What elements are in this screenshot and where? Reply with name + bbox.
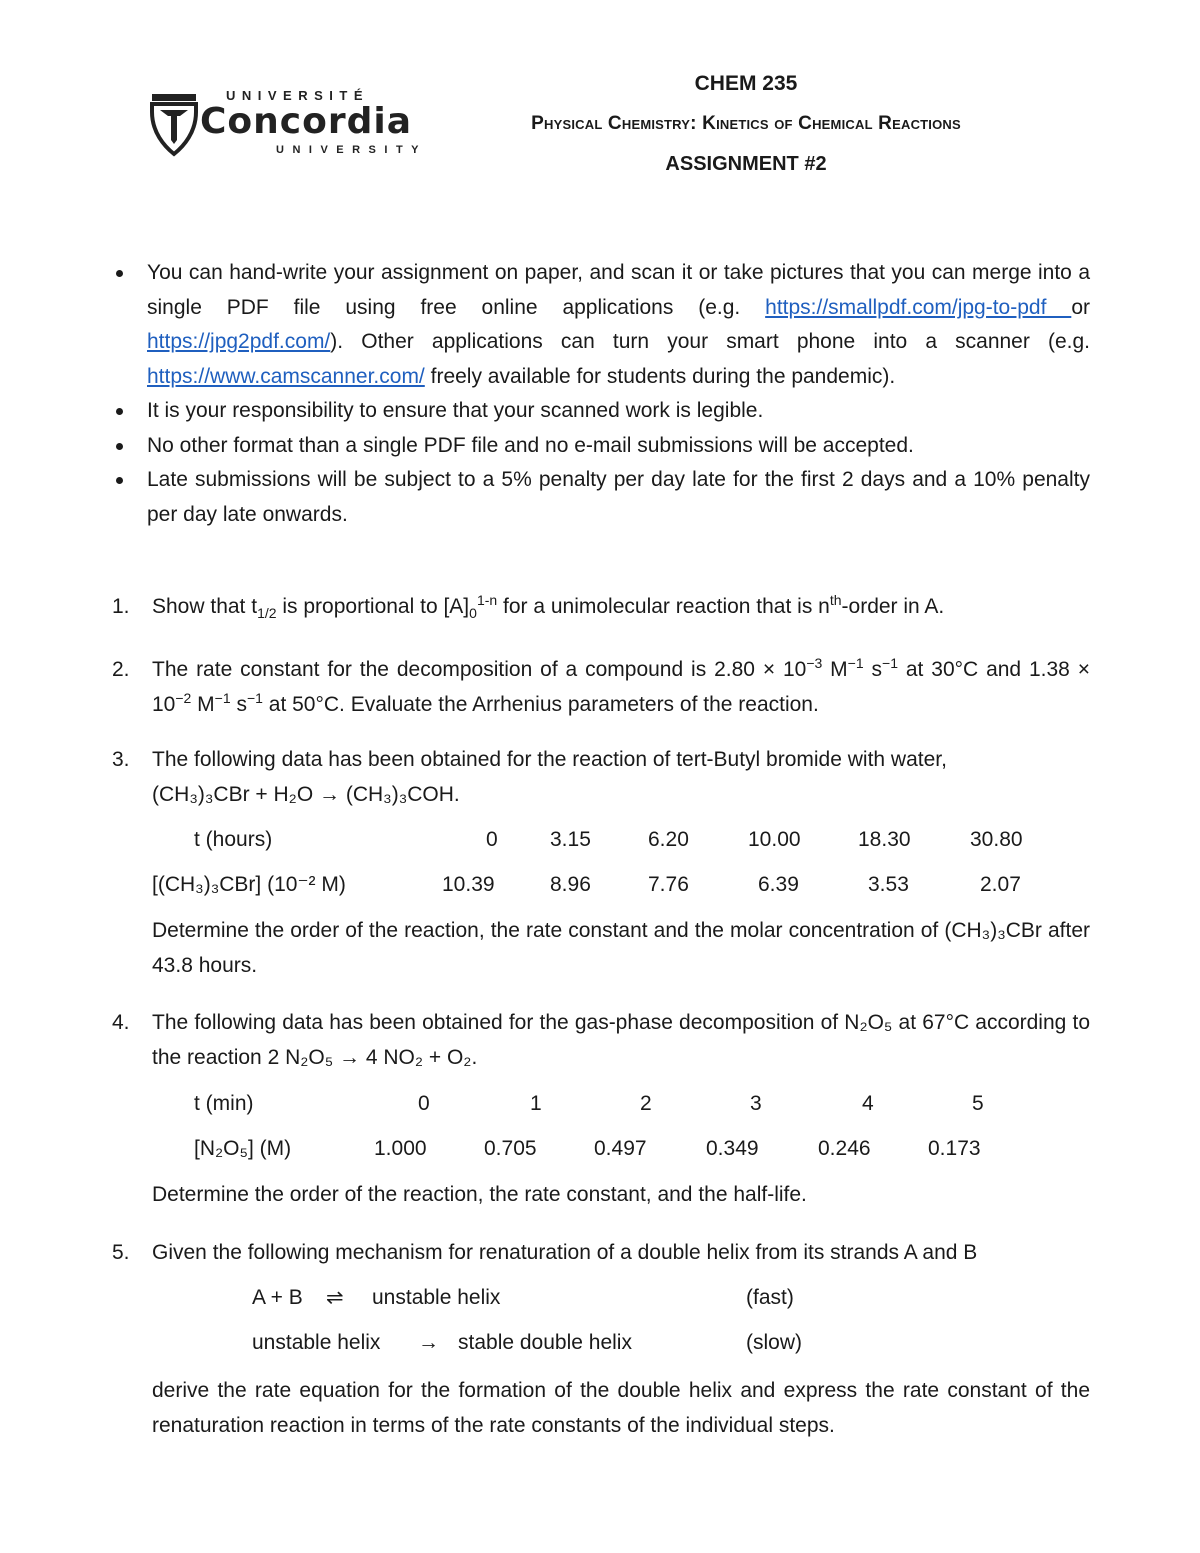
- equilibrium-arrow-icon: ⇌: [326, 1286, 344, 1309]
- assignment-title: ASSIGNMENT #2: [665, 153, 827, 175]
- question-text: Given the following mechanism for renaturation of a double helix from its strands A and B: [152, 1241, 978, 1264]
- camscanner-link[interactable]: https://www.camscanner.com/: [147, 364, 425, 388]
- instruction-item: Late submissions will be subject to a 5% penalty per day late for the first 2 days and a 10% penalty per day late onwards.: [112, 463, 1090, 532]
- question-5: [112, 1236, 1090, 1271]
- logo-university: UNIVERSITY: [276, 144, 428, 156]
- question-5-task: derive the rate equation for the formation of the double helix and express the rate constant of the renaturation reaction in terms of the rate constants of the individual steps.: [152, 1379, 1090, 1437]
- smallpdf-link[interactable]: https://smallpdf.com/jpg-to-pdf: [765, 295, 1072, 319]
- assignment-page: UNIVERSITÉ Concordia UNIVERSITY CHEM 235 Physical Chemistry: Kinetics of Chemical Reactions ASSIGNMENT #2 You can hand-write your assignment on paper, and scan it or take pictures that you can merge into a single PDF file using free online applications (e.g. https://smallpdf.com/jpg-to-pdf or https://jpg2pdf.com/). Other applications can turn your smart phone into a scanner (e.g. https://www.camscanner.com/ freely available for students during the pandemic). It is your responsibility to ensure that your scanned work is legible. No other format than a single PDF file and no e-mail submissions will be accepted. Late submissions will be subject to a 5% penalty per day late for the first 2 days and a 10% penalty per day late onwards. 1. Show that $t_{1/2}$ is proportional to $[A]_0^{1-n}$ for a unimolecular reaction that is $n^{th}$-order in A. 2. The rate constant for the decomposition of a compound is $2.80 \times 10^{-3}$ $M^{-1}$ $s^{-1}$ at 30°C and $1.38 \times 10^{-2}$ $M^{-1}$ $s^{-1}$ at 50°C. Evaluate the Arrhenius parameters of the reaction. 3. The following data has been obtained for the reaction of tert-Butyl bromide with water, (CH₃)₃CBr + H₂O → (CH₃)₃COH. t (hours) 0 3.15 6.20 10.00 18.30 30.80 [(CH₃)₃CBr] (10⁻² M) 10.39 8.96 7.76 6.39 3.53 2.07 Determine the order of the reaction, the rate constant and the molar concentration of (CH₃)₃CBr after 43.8 hours. 4. The following data has been obtained for the gas-phase decomposition of N₂O₅ at 67°C according to the reaction 2 N₂O₅ → 4 NO₂ + O₂. t (min) 0 1 2 3 4 5 [N₂O₅] (M) 1.000 0.705 0.497 0.349 0.246 0.173 Determine the order of the reaction, the rate constant, and the half-life. 5. Given the following mechanism for renaturation of a double helix from its strands A and B A + B ⇌ unstable helix (fast) unstable helix → stable double helix (slow) derive the rate equation for the formation of the double helix and express the rate constant of the renaturation reaction in terms of the rate constants of the individual steps.: [0, 0, 1200, 1553]
- question-4: [112, 1006, 1090, 1075]
- instruction-item: You can hand-write your assignment on paper, and scan it or take pictures that you can merge into a single PDF file using free online applications (e.g. https://smallpdf.com/jpg-to-pdf or https://jpg2pdf.com/). Other applications can turn your smart phone into a scanner (e.g. https://www.camscanner.com/ freely available for students during the pandemic).: [112, 256, 1090, 394]
- instruction-item: No other format than a single PDF file and no e-mail submissions will be accepted.: [112, 429, 1090, 464]
- question-number: 2.: [112, 658, 130, 681]
- question-text: The following data has been obtained for the gas-phase decomposition of N₂O₅ at 67°C according to the reaction 2 N₂O₅ → 4 NO₂ + O₂.: [152, 1011, 1090, 1069]
- question-number: 5.: [112, 1241, 130, 1264]
- question-text: Show that $t_{1/2}$ is proportional to $[A]_0^{1-n}$ for a unimolecular reaction that is $n^{th}$-order in A.: [152, 592, 945, 622]
- question-4-task: Determine the order of the reaction, the rate constant, and the half-life.: [152, 1183, 807, 1206]
- course-title: Physical Chemistry: Kinetics of Chemical Reactions: [531, 113, 961, 134]
- question-1: [112, 590, 1090, 625]
- concordia-logo: [150, 88, 428, 162]
- logo-universite: UNIVERSITÉ: [226, 88, 370, 103]
- question-text: The following data has been obtained for the reaction of tert-Butyl bromide with water, (CH₃)₃CBr + H₂O → (CH₃)₃COH.: [152, 748, 947, 806]
- logo-concordia: Concordia: [200, 101, 413, 142]
- question-text: The rate constant for the decomposition of a compound is $2.80 \times 10^{-3}$ $M^{-1}$ $s^{-1}$ at 30°C and $1.38 \times 10^{-2}$ $M^{-1}$ $s^{-1}$ at 50°C. Evaluate the Arrhenius parameters of the reaction.: [152, 655, 1090, 716]
- concordia-crest-icon: [150, 92, 198, 158]
- question-number: 1.: [112, 595, 130, 618]
- jpg2pdf-link[interactable]: https://jpg2pdf.com/: [147, 330, 331, 353]
- course-code: CHEM 235: [694, 72, 798, 95]
- instructions-list: [112, 256, 1090, 532]
- question-3-task: Determine the order of the reaction, the rate constant and the molar concentration of (CH₃)₃CBr after 43.8 hours.: [152, 919, 1090, 977]
- question-number: 3.: [112, 748, 130, 771]
- question-3: [112, 743, 1090, 812]
- question-2: [112, 653, 1090, 722]
- question-number: 4.: [112, 1011, 130, 1034]
- instruction-item: It is your responsibility to ensure that your scanned work is legible.: [112, 394, 1090, 429]
- right-arrow-icon: →: [418, 1331, 439, 1354]
